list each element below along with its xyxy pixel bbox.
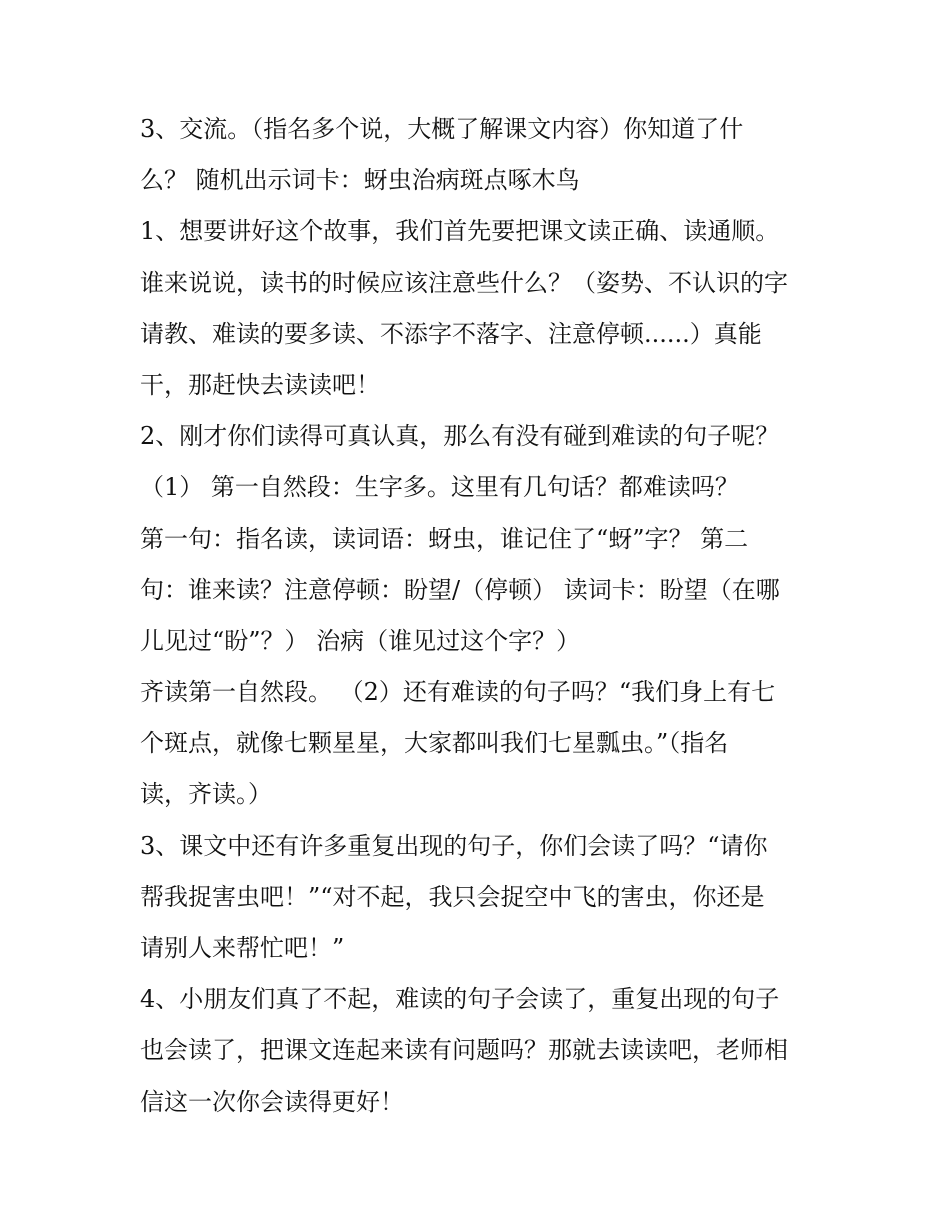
text-line: 4、小朋友们真了不起，难读的句子会读了，重复出现的句子 <box>140 985 780 1014</box>
body-text <box>140 104 820 1128</box>
text-line: 也会读了，把课文连起来读有问题吗？那就去读读吧，老师相 <box>140 1036 788 1065</box>
text-line: 第一句：指名读，读词语：蚜虫，谁记住了“蚜”字？ 第二 <box>140 524 749 553</box>
text-line: 请教、难读的要多读、不添字不落字、注意停顿......）真能 <box>140 319 762 348</box>
text-line: 儿见过“盼”？） 治病（谁见过这个字？） <box>140 626 581 655</box>
text-line: 3、交流。（指名多个说，大概了解课文内容）你知道了什 <box>140 115 744 143</box>
text-line: 2、刚才你们读得可真认真，那么有没有碰到难读的句子呢？ <box>140 422 780 451</box>
text-line: 请别人来帮忙吧！” <box>140 934 345 962</box>
text-line: 谁来说说，读书的时候应该注意些什么？（姿势、不认识的字 <box>140 268 788 297</box>
text-line: 1、想要讲好这个故事，我们首先要把课文读正确、读通顺。 <box>140 217 780 246</box>
text-line: 3、课文中还有许多重复出现的句子，你们会读了吗？“请你 <box>140 831 768 860</box>
text-line: 个斑点，就像七颗星星，大家都叫我们七星瓢虫。”（指名 <box>140 729 729 758</box>
text-line: 信这一次你会读得更好！ <box>140 1087 404 1116</box>
text-line: 读，齐读。） <box>140 780 272 809</box>
text-line: （1） 第一自然段：生字多。这里有几句话？都难读吗？ <box>140 473 739 502</box>
text-line: 么？ 随机出示词卡：蚜虫治病斑点啄木鸟 <box>140 166 580 195</box>
text-line: 帮我捉害虫吧！”“对不起，我只会捉空中飞的害虫，你还是 <box>140 882 765 911</box>
text-line: 齐读第一自然段。 （2）还有难读的句子吗？“我们身上有七 <box>140 678 776 707</box>
text-line: 句：谁来读？注意停顿：盼望/（停顿） 读词卡：盼望（在哪 <box>140 575 780 604</box>
text-line: 干，那赶快去读读吧！ <box>140 370 380 399</box>
